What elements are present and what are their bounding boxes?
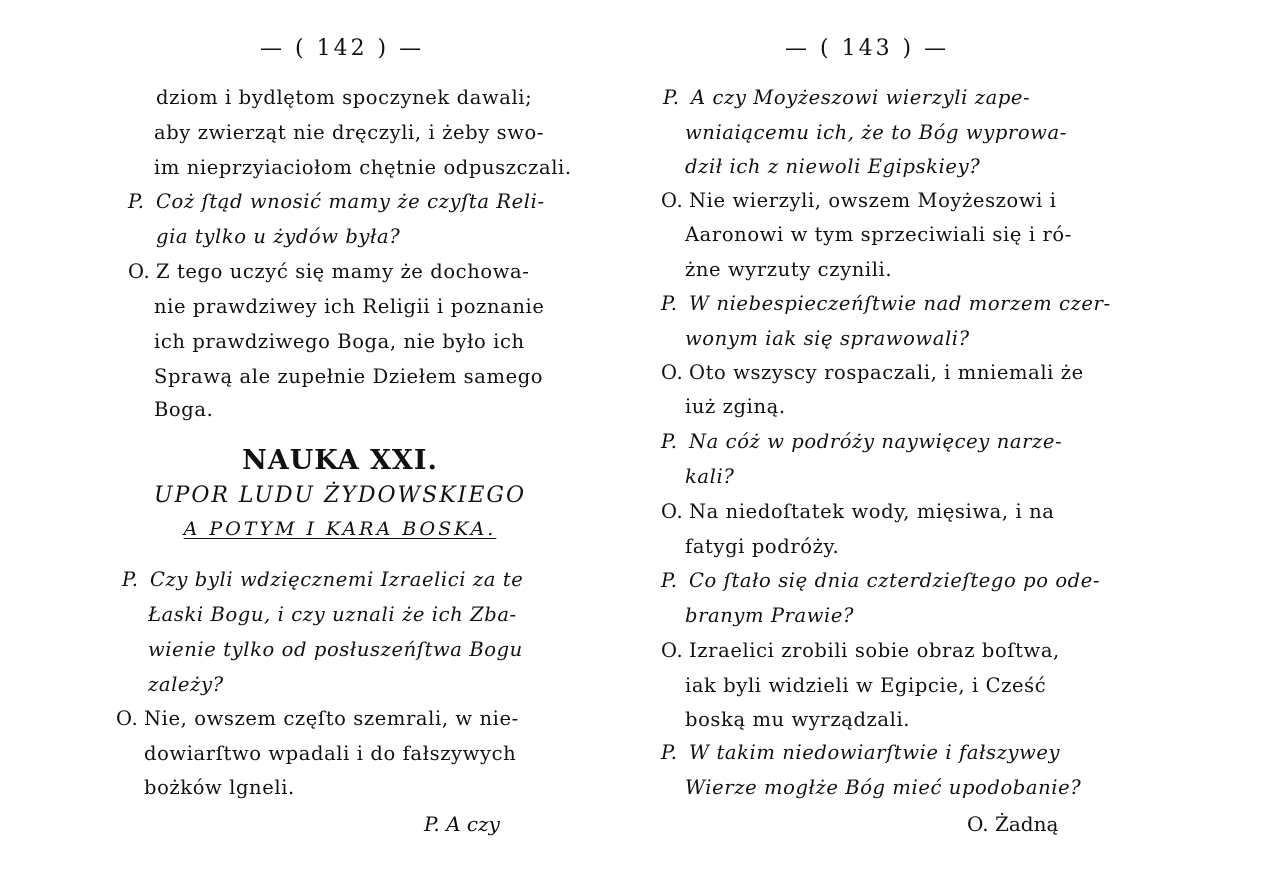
answer-text: dowiarſtwo wpadali i do fałszywych	[144, 742, 517, 765]
answer-text: Boga.	[154, 398, 214, 421]
answer-label: O.	[661, 500, 684, 523]
catchword: O. Żadną	[967, 812, 1059, 836]
question-text: Coż ſtąd wnosić mamy że czyſta Reli-	[156, 190, 545, 213]
question-text: zależy?	[148, 673, 224, 696]
question-line	[128, 190, 545, 214]
catchword: P. A czy	[424, 812, 500, 836]
page-number: — ( 143 ) —	[785, 36, 950, 61]
chapter-subtitle: A POTYM I KARA BOSKA.	[183, 518, 497, 540]
chapter-title: NAUKA XXI.	[242, 445, 438, 476]
question-text: A czy Moyżeszowi wierzyli zape-	[691, 86, 1031, 109]
question-text: W niebespieczeńſtwie nad morzem czer-	[689, 292, 1111, 315]
answer-text: iuż zginą.	[685, 395, 786, 418]
question-text: Czy byli wdzięcznemi Izraelici za te	[150, 568, 524, 591]
answer-text: ich prawdziwego Boga, nie było ich	[154, 330, 525, 353]
answer-line	[116, 707, 519, 731]
answer-text: Izraelici zrobili sobie obraz boſtwa,	[689, 639, 1060, 662]
question-text: Łaski Bogu, i czy uznali że ich Zba-	[148, 603, 517, 626]
answer-line	[661, 361, 1084, 385]
question-text: Wierze mogłże Bóg mieć upodobanie?	[685, 776, 1082, 799]
right-page	[655, 0, 1111, 893]
question-label: P.	[661, 741, 678, 764]
answer-text: Na niedoſtatek wody, mięsiwa, i na	[689, 500, 1055, 523]
answer-text: fatygi podróży.	[685, 535, 840, 558]
text-line: dziom i bydlętom spoczynek dawali;	[156, 86, 533, 109]
answer-line	[661, 189, 1057, 213]
question-text: dził ich z niewoli Egipskiey?	[685, 155, 981, 178]
question-label: P.	[661, 292, 678, 315]
question-text: wonym iak się sprawowali?	[685, 327, 970, 350]
question-text: Co ſtało się dnia czterdzieſtego po ode-	[689, 569, 1101, 592]
answer-label: O.	[661, 639, 684, 662]
question-line	[661, 430, 1062, 454]
answer-line	[128, 260, 529, 284]
answer-label: O.	[128, 260, 151, 283]
answer-text: bożków lgneli.	[144, 776, 295, 799]
answer-text: Sprawą ale zupełnie Dziełem samego	[154, 365, 544, 388]
answer-text: iak byli widzieli w Egipcie, i Cześć	[685, 674, 1047, 697]
text-line: im nieprzyiaciołom chętnie odpuszczali.	[154, 156, 572, 179]
question-line	[661, 569, 1100, 593]
question-line	[661, 741, 1060, 765]
question-label: P.	[128, 190, 145, 213]
question-label: P.	[661, 430, 678, 453]
question-line	[663, 86, 1030, 110]
question-label: P.	[122, 568, 139, 591]
question-text: kali?	[685, 465, 735, 488]
question-text: W takim niedowiarſtwie i fałszywey	[689, 741, 1061, 764]
answer-text: Oto wszyscy rospaczali, i mniemali że	[689, 361, 1084, 384]
question-text: Na cóż w podróży naywięcey narze-	[689, 430, 1063, 453]
answer-text: Nie wierzyli, owszem Moyżeszowi i	[689, 189, 1057, 212]
answer-text: Aaronowi w tym sprzeciwiali się i ró-	[685, 223, 1072, 246]
answer-text: boską mu wyrządzali.	[685, 708, 911, 731]
answer-line	[661, 500, 1055, 524]
answer-line	[661, 639, 1060, 663]
page-number: — ( 142 ) —	[260, 36, 425, 61]
answer-text: nie prawdziwey ich Religii i poznanie	[154, 295, 545, 318]
answer-label: O.	[116, 707, 139, 730]
answer-text: żne wyrzuty czynili.	[685, 258, 893, 281]
question-text: branym Prawie?	[685, 604, 855, 627]
question-text: wienie tylko od posłuszeńſtwa Bogu	[148, 638, 523, 661]
answer-label: O.	[661, 361, 684, 384]
question-label: P.	[663, 86, 680, 109]
question-text: gia tylko u żydów była?	[156, 225, 401, 248]
question-line	[122, 568, 523, 592]
question-line	[661, 292, 1111, 316]
text-line: aby zwierząt nie dręczyli, i żeby swo-	[154, 121, 545, 144]
left-page	[110, 0, 570, 893]
answer-text: Nie, owszem częſto szemrali, w nie-	[144, 707, 519, 730]
question-text: wniaiącemu ich, że to Bóg wyprowa-	[685, 121, 1067, 144]
chapter-subtitle: UPOR LUDU ŻYDOWSKIEGO	[153, 483, 527, 508]
answer-text: Z tego uczyć się mamy że dochowa-	[156, 260, 530, 283]
answer-label: O.	[661, 189, 684, 212]
question-label: P.	[661, 569, 678, 592]
